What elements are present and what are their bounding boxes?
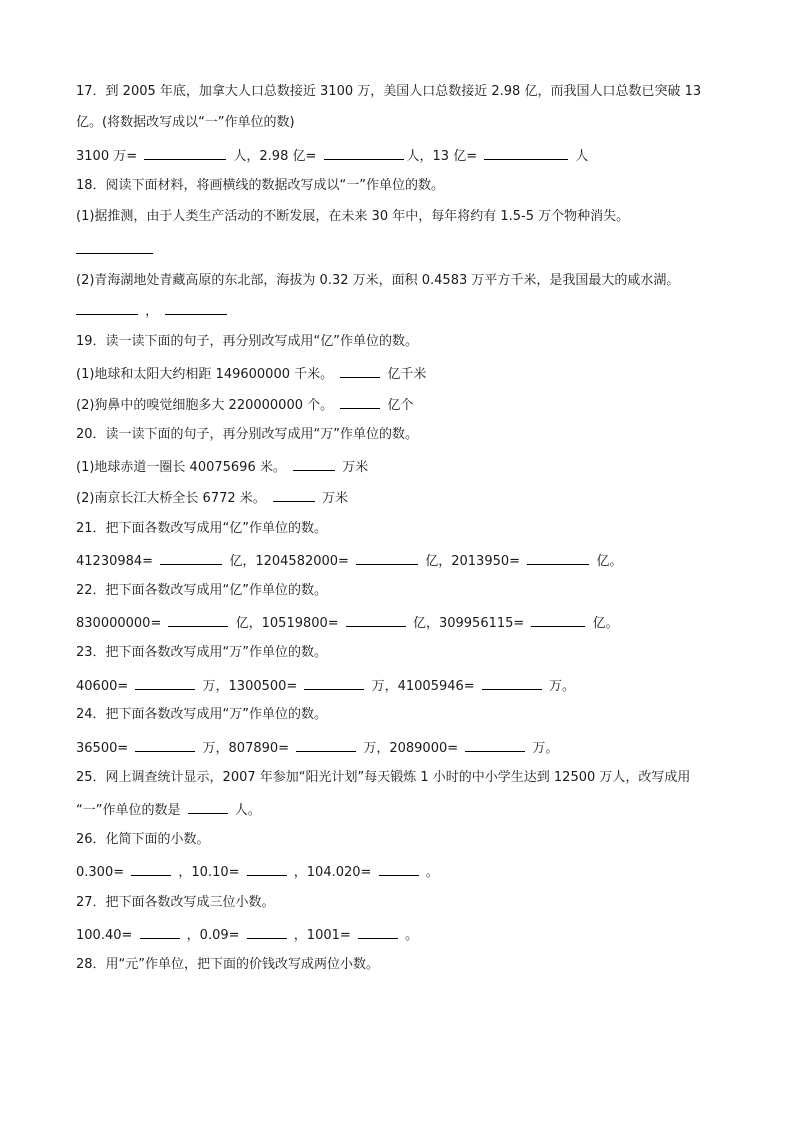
q24-u1: 万，807890= <box>202 741 290 756</box>
q19-s2-unit: 亿个 <box>387 398 414 413</box>
q23-title: 23．把下面各数改写成用“万”作单位的数。 <box>76 645 328 660</box>
q25-unit: 人。 <box>234 803 261 818</box>
q21-blank-1[interactable] <box>160 551 222 565</box>
q17-line-2: 亿。(将数据改写成以“一”作单位的数) <box>76 115 295 130</box>
q18-title: 18．阅读下面材料，将画横线的数据改写成以“一”作单位的数。 <box>76 178 445 193</box>
q19-sentence-1 <box>76 364 734 384</box>
q28-title: 28．用“元”作单位，把下面的价钱改写成两位小数。 <box>76 957 380 972</box>
q20-s1-text: (1)地球赤道一圈长 40075696 米。 <box>76 460 286 475</box>
q23-blank-2[interactable] <box>304 676 364 690</box>
q17-blank-3[interactable] <box>484 146 568 160</box>
q21-blank-3[interactable] <box>527 551 589 565</box>
q22-blank-2[interactable] <box>346 613 406 627</box>
q19-title: 19．读一读下面的句子，再分别改写成用“亿”作单位的数。 <box>76 334 419 349</box>
q27-blank-2[interactable] <box>247 925 287 939</box>
q26-blank-3[interactable] <box>379 862 419 876</box>
q25-blank[interactable] <box>188 800 228 814</box>
q19-blank-2[interactable] <box>340 395 380 409</box>
q17-line-1: 17．到 2005 年底，加拿大人口总数接近 3100 万，美国人口总数接近 2.98 亿，而我国人口总数已突破 13 <box>76 84 702 99</box>
q22-u2: 亿，309956115= <box>412 616 525 631</box>
q23-u1: 万，1300500= <box>202 679 298 694</box>
q23-u2: 万，41005946= <box>371 679 475 694</box>
q25-text: “一”作单位的数是 <box>76 803 181 818</box>
q25-line-2 <box>76 800 734 820</box>
q17-blank-1[interactable] <box>144 146 226 160</box>
q27-blank-1[interactable] <box>140 925 180 939</box>
q18-paragraph-2: (2)青海湖地处青藏高原的东北部，海拔为 0.32 万米，面积 0.4583 万平方千米，是我国最大的咸水湖。 <box>76 273 680 288</box>
q17-a1: 3100 万= <box>76 149 138 164</box>
q26-u2: ，104.020= <box>293 865 372 880</box>
q26-u3: 。 <box>425 865 439 880</box>
q21-title: 21．把下面各数改写成用“亿”作单位的数。 <box>76 521 328 536</box>
q24-title: 24．把下面各数改写成用“万”作单位的数。 <box>76 707 328 722</box>
q19-blank-1[interactable] <box>340 364 380 378</box>
q22-answer-line <box>76 613 734 633</box>
q17-u1: 人，2.98 亿= <box>233 149 317 164</box>
q23-u3: 万。 <box>548 679 575 694</box>
q26-blank-2[interactable] <box>247 862 287 876</box>
q21-a1: 41230984= <box>76 554 154 569</box>
q27-u1: ，0.09= <box>186 928 240 943</box>
q22-u1: 亿，10519800= <box>235 616 339 631</box>
q18-blank-1[interactable] <box>76 252 153 254</box>
q19-s1-unit: 亿千米 <box>387 367 427 382</box>
q22-a1: 830000000= <box>76 616 162 631</box>
q23-blank-3[interactable] <box>482 676 542 690</box>
q23-blank-1[interactable] <box>135 676 195 690</box>
q27-title: 27．把下面各数改写成三位小数。 <box>76 895 275 910</box>
q26-title: 26．化简下面的小数。 <box>76 832 210 847</box>
q20-blank-2[interactable] <box>273 488 315 502</box>
q21-answer-line <box>76 551 734 571</box>
q17-blank-2[interactable] <box>324 146 404 160</box>
q26-u1: ，10.10= <box>178 865 240 880</box>
q19-s1-text: (1)地球和太阳大约相距 149600000 千米。 <box>76 367 334 382</box>
q24-blank-2[interactable] <box>296 738 356 752</box>
q24-answer-line <box>76 738 734 758</box>
q24-u2: 万，2089000= <box>363 741 459 756</box>
q21-u2: 亿，2013950= <box>425 554 521 569</box>
q26-blank-1[interactable] <box>131 862 171 876</box>
q20-blank-1[interactable] <box>293 457 335 471</box>
q18-blank-3[interactable] <box>165 301 227 315</box>
q26-answer-line <box>76 862 734 882</box>
q22-u3: 亿。 <box>592 616 619 631</box>
q20-sentence-2 <box>76 488 734 508</box>
q22-blank-3[interactable] <box>531 613 585 627</box>
q20-sentence-1 <box>76 457 734 477</box>
q24-blank-3[interactable] <box>465 738 525 752</box>
q17-u3: 人 <box>575 149 589 164</box>
q27-answer-line <box>76 925 734 945</box>
q20-title: 20．读一读下面的句子，再分别改写成用“万”作单位的数。 <box>76 427 419 442</box>
q27-blank-3[interactable] <box>358 925 398 939</box>
q21-u3: 亿。 <box>596 554 623 569</box>
q26-a1: 0.300= <box>76 865 125 880</box>
q18-blank-2[interactable] <box>76 301 138 315</box>
q23-a1: 40600= <box>76 679 129 694</box>
q22-title: 22．把下面各数改写成用“亿”作单位的数。 <box>76 583 328 598</box>
q24-a1: 36500= <box>76 741 129 756</box>
q21-blank-2[interactable] <box>356 551 418 565</box>
q23-answer-line <box>76 676 734 696</box>
q17-u2: 人，13 亿= <box>406 149 478 164</box>
q27-a1: 100.40= <box>76 928 133 943</box>
q18-paragraph-1: (1)据推测，由于人类生产活动的不断发展，在未来 30 年中，每年将约有 1.5-5 万个物种消失。 <box>76 209 630 224</box>
q20-s2-unit: 万米 <box>322 491 349 506</box>
q27-u3: 。 <box>405 928 419 943</box>
q18-answer-line <box>76 301 734 321</box>
q22-blank-1[interactable] <box>168 613 228 627</box>
q19-s2-text: (2)狗鼻中的嗅觉细胞多大 220000000 个。 <box>76 398 334 413</box>
q18-separator: ， <box>145 304 159 319</box>
q20-s2-text: (2)南京长江大桥全长 6772 米。 <box>76 491 266 506</box>
q24-blank-1[interactable] <box>135 738 195 752</box>
q25-line-1: 25．网上调查统计显示，2007 年参加“阳光计划”每天锻炼 1 小时的中小学生达到 12500 万人，改写成用 <box>76 770 691 785</box>
q19-sentence-2 <box>76 395 734 415</box>
q17-answer-line <box>76 146 734 166</box>
q21-u1: 亿，1204582000= <box>229 554 349 569</box>
q27-u2: ，1001= <box>293 928 351 943</box>
q20-s1-unit: 万米 <box>342 460 369 475</box>
q24-u3: 万。 <box>532 741 559 756</box>
